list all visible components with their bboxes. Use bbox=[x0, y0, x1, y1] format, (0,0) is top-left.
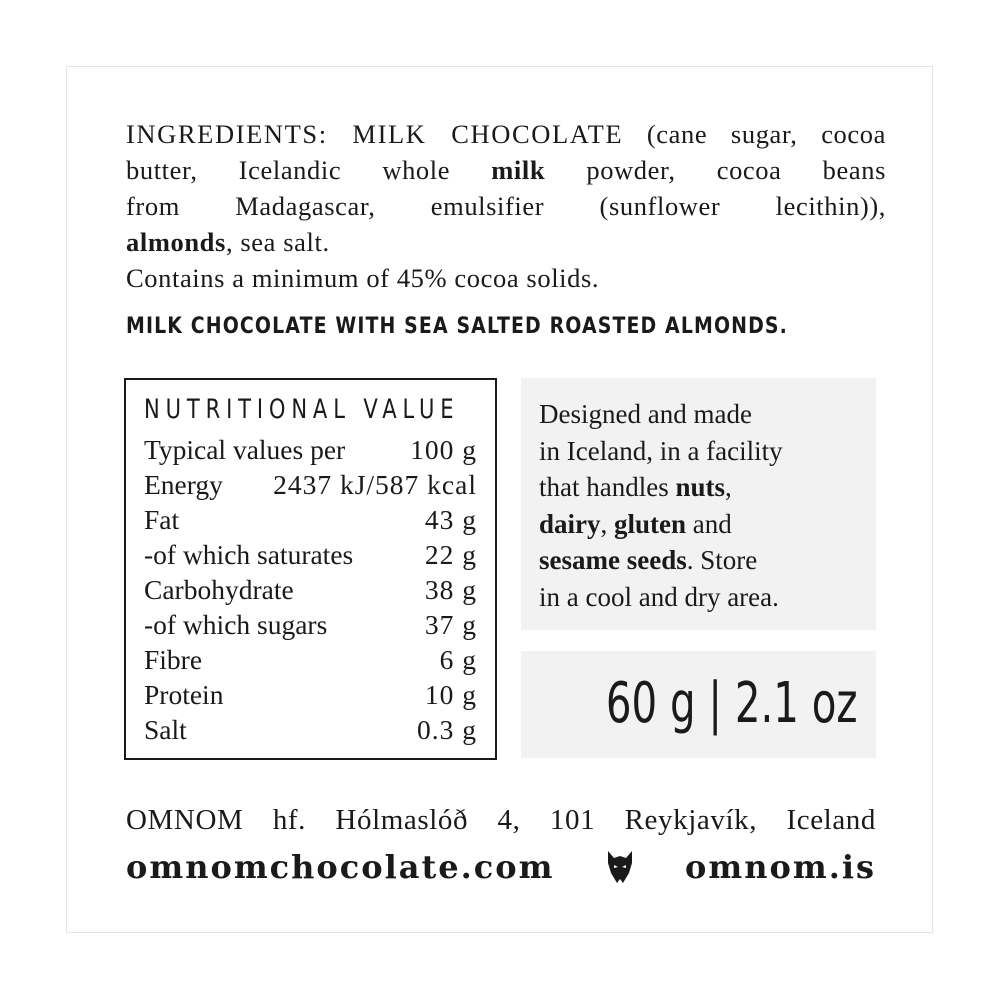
company-address: OMNOM hf. Hólmaslóð 4, 101 Reykjavík, Iceland bbox=[126, 804, 876, 836]
nutrition-title: NUTRITIONAL VALUE bbox=[144, 394, 460, 425]
allergen-note: Designed and made in Iceland, in a facility that handles nuts, dairy, gluten and sesame seeds. Store in a cool and dry area. bbox=[521, 378, 876, 630]
ingredients-text: INGREDIENTS: MILK CHOCOLATE (cane sugar, cocoa butter, Icelandic whole milk powder, cocoa beans from Madagascar, emulsifier (sunflower lecithin)), almonds, sea salt. Contains a minimum of 45% cocoa solids. bbox=[126, 116, 886, 296]
ingredients-heading: INGREDIENTS: MILK CHOCOLATE bbox=[126, 119, 624, 149]
nutrition-label: -of which sugars bbox=[144, 609, 328, 640]
nutrition-row bbox=[144, 677, 477, 712]
nutrition-value: 38 g bbox=[424, 574, 477, 605]
nutrition-row bbox=[144, 537, 477, 572]
nutrition-row bbox=[144, 712, 477, 747]
nutrition-label: Typical values per bbox=[144, 434, 346, 465]
nutrition-label: Fibre bbox=[144, 644, 203, 675]
nutrition-label: Salt bbox=[144, 714, 187, 745]
nutrition-row bbox=[144, 467, 477, 502]
net-weight-box bbox=[521, 651, 876, 758]
nutrition-label: Protein bbox=[144, 679, 224, 710]
nutrition-label: Carbohydrate bbox=[144, 574, 294, 605]
cocoa-content: Contains a minimum of 45% cocoa solids. bbox=[126, 263, 600, 293]
nutrition-row bbox=[144, 607, 477, 642]
website-link-omnom[interactable]: omnom.is bbox=[685, 848, 876, 886]
nutrition-value: 10 g bbox=[424, 679, 477, 710]
nutrition-row bbox=[144, 502, 477, 537]
nutrition-label: Fat bbox=[144, 504, 180, 535]
nutrition-row bbox=[144, 642, 477, 677]
nutrition-value: 22 g bbox=[424, 539, 477, 570]
nutrition-value: 100 g bbox=[410, 434, 477, 465]
nutrition-value: 37 g bbox=[424, 609, 477, 640]
nutrition-table bbox=[124, 378, 497, 760]
nutrition-row bbox=[144, 432, 477, 467]
nutrition-label: -of which saturates bbox=[144, 539, 354, 570]
nutrition-value: 6 g bbox=[439, 644, 477, 675]
nutrition-value: 2437 kJ/587 kcal bbox=[273, 469, 477, 500]
website-row bbox=[126, 844, 876, 890]
nutrition-label: Energy bbox=[144, 469, 223, 500]
wolf-head-icon bbox=[605, 849, 635, 885]
nutrition-value: 43 g bbox=[424, 504, 477, 535]
net-weight: 60 g | 2.1 oz bbox=[606, 671, 858, 736]
nutrition-row bbox=[144, 572, 477, 607]
product-subtitle: MILK CHOCOLATE WITH SEA SALTED ROASTED ALMONDS. bbox=[126, 314, 788, 339]
nutrition-value: 0.3 g bbox=[417, 714, 477, 745]
website-link-omnomchocolate[interactable]: omnomchocolate.com bbox=[126, 848, 555, 886]
nutrition-rows bbox=[144, 432, 477, 747]
